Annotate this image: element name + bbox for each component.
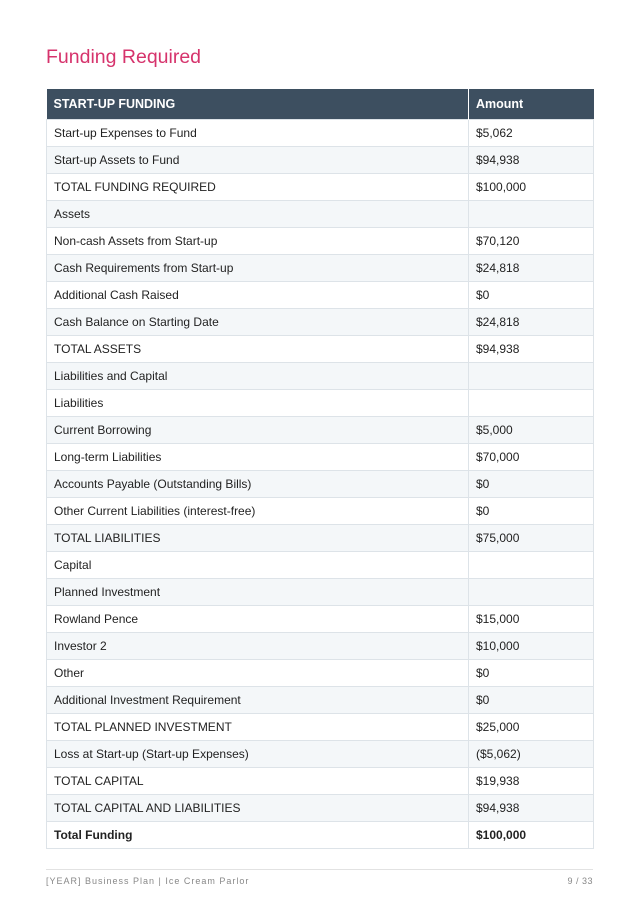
row-amount [469,363,594,390]
row-label: Start-up Expenses to Fund [47,120,469,147]
row-label: Assets [47,201,469,228]
row-amount: $15,000 [469,606,594,633]
row-label: Other Current Liabilities (interest-free) [47,498,469,525]
row-label: Additional Cash Raised [47,282,469,309]
table-row [47,255,594,282]
row-label: TOTAL PLANNED INVESTMENT [47,714,469,741]
table-row [47,363,594,390]
row-amount: $75,000 [469,525,594,552]
table-total-row [47,822,594,849]
row-amount: $0 [469,471,594,498]
startup-funding-table [46,89,594,849]
row-amount: $24,818 [469,255,594,282]
table-header-row [47,89,594,120]
row-amount: $94,938 [469,147,594,174]
row-amount: $24,818 [469,309,594,336]
row-label: Cash Balance on Starting Date [47,309,469,336]
row-label: TOTAL FUNDING REQUIRED [47,174,469,201]
row-amount: $100,000 [469,174,594,201]
table-row [47,471,594,498]
table-row [47,417,594,444]
row-label: Start-up Assets to Fund [47,147,469,174]
row-amount: $10,000 [469,633,594,660]
table-body [47,120,594,849]
table-row [47,498,594,525]
row-label: Investor 2 [47,633,469,660]
row-amount: $5,000 [469,417,594,444]
row-label: Planned Investment [47,579,469,606]
table-row [47,579,594,606]
table-row [47,444,594,471]
table-row [47,525,594,552]
row-label: TOTAL CAPITAL AND LIABILITIES [47,795,469,822]
table-row [47,174,594,201]
table-row [47,768,594,795]
table-row [47,336,594,363]
row-amount: $5,062 [469,120,594,147]
table-row [47,633,594,660]
row-label: Capital [47,552,469,579]
row-amount: $100,000 [469,822,594,849]
row-label: TOTAL LIABILITIES [47,525,469,552]
row-amount: $94,938 [469,795,594,822]
footer-page-number: 9 / 33 [567,876,593,886]
table-row [47,390,594,417]
column-header-amount: Amount [469,89,594,120]
table-row [47,660,594,687]
table-row [47,687,594,714]
row-amount: ($5,062) [469,741,594,768]
row-amount [469,579,594,606]
column-header-startup-funding: START-UP FUNDING [47,89,469,120]
row-label: Liabilities [47,390,469,417]
table-row [47,147,594,174]
row-label: Cash Requirements from Start-up [47,255,469,282]
row-amount: $94,938 [469,336,594,363]
table-row [47,606,594,633]
table-row [47,282,594,309]
row-amount: $0 [469,660,594,687]
table-row [47,795,594,822]
table-row [47,714,594,741]
row-label: Loss at Start-up (Start-up Expenses) [47,741,469,768]
row-amount [469,390,594,417]
footer-document-title: [YEAR] Business Plan | Ice Cream Parlor [46,876,250,886]
row-label: Non-cash Assets from Start-up [47,228,469,255]
table-row [47,741,594,768]
table-row [47,309,594,336]
table-row [47,201,594,228]
row-amount: $25,000 [469,714,594,741]
row-amount: $0 [469,687,594,714]
row-label: TOTAL ASSETS [47,336,469,363]
row-label: Other [47,660,469,687]
table-row [47,228,594,255]
row-label: Rowland Pence [47,606,469,633]
row-label: Additional Investment Requirement [47,687,469,714]
row-label: TOTAL CAPITAL [47,768,469,795]
row-label: Long-term Liabilities [47,444,469,471]
row-amount: $0 [469,282,594,309]
row-amount [469,552,594,579]
row-label: Accounts Payable (Outstanding Bills) [47,471,469,498]
row-label: Liabilities and Capital [47,363,469,390]
table-row [47,552,594,579]
row-amount: $19,938 [469,768,594,795]
row-amount: $0 [469,498,594,525]
table-row [47,120,594,147]
row-amount: $70,000 [469,444,594,471]
footer-divider [46,869,593,870]
row-label: Current Borrowing [47,417,469,444]
row-amount: $70,120 [469,228,594,255]
row-amount [469,201,594,228]
page-title: Funding Required [46,46,202,68]
row-label: Total Funding [47,822,469,849]
